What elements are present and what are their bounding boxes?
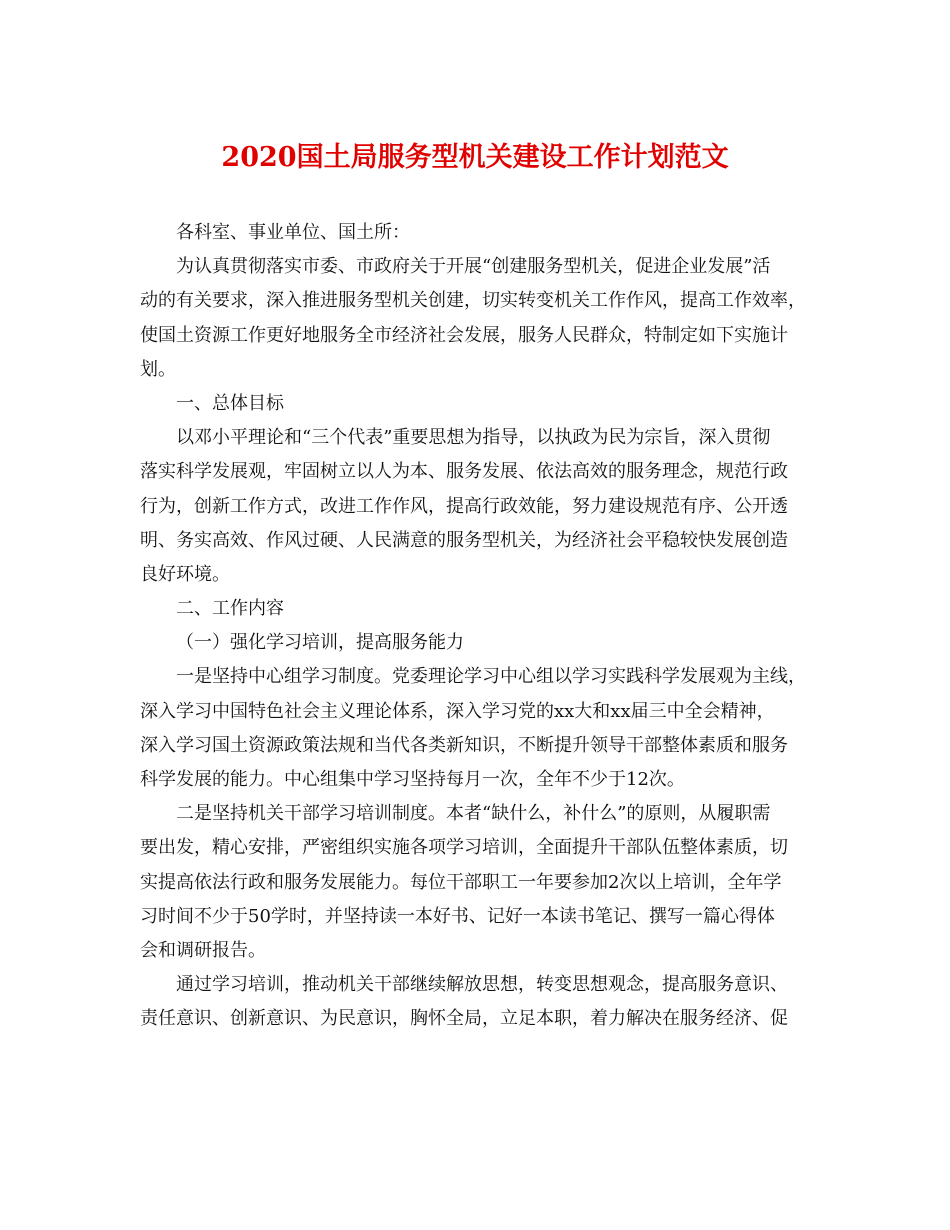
text-line: 划。 [140, 358, 176, 380]
text-line: 一、总体目标 [176, 392, 284, 414]
text-line: 科学发展的能力。中心组集中学习坚持每月一次，全年不少于12次。 [140, 769, 685, 790]
text-line: 实提高依法行政和服务发展能力。每位干部职工一年要参加2次以上培训，全年学 [140, 871, 782, 893]
text-line: 深入学习中国特色社会主义理论体系，深入学习党的xx大和xx届三中全会精神， [140, 700, 775, 722]
text-line: 为认真贯彻落实市委、市政府关于开展“创建服务型机关，促进企业发展”活 [176, 256, 771, 278]
text-line: 动的有关要求，深入推进服务型机关创建，切实转变机关工作作风，提高工作效率， [140, 290, 806, 312]
text-line: 深入学习国土资源政策法规和当代各类新知识，不断提升领导干部整体素质和服务 [140, 734, 788, 756]
text-line: 使国土资源工作更好地服务全市经济社会发展，服务人民群众，特制定如下实施计 [140, 324, 788, 346]
text-line: 责任意识、创新意识、为民意识，胸怀全局，立足本职，着力解决在服务经济、促 [140, 1008, 788, 1030]
text-line: 会和调研报告。 [140, 939, 266, 961]
text-line: 各科室、事业单位、国土所： [176, 222, 410, 243]
text-line: 一是坚持中心组学习制度。党委理论学习中心组以学习实践科学发展观为主线， [176, 666, 806, 688]
text-line: 良好环境。 [140, 563, 230, 585]
text-line: 通过学习培训，推动机关干部继续解放思想，转变思想观念，提高服务意识、 [176, 974, 788, 996]
text-line: 二、工作内容 [176, 598, 284, 620]
document-body [140, 216, 820, 1037]
text-line: 行为，创新工作方式，改进工作作风，提高行政效能，努力建设规范有序、公开透 [140, 495, 788, 517]
text-line: 以邓小平理论和“三个代表”重要思想为指导，以执政为民为宗旨，深入贯彻 [176, 427, 771, 449]
document-title: 2020国土局服务型机关建设工作计划范文 [221, 142, 729, 173]
text-line: 要出发，精心安排，严密组织实施各项学习培训，全面提升干部队伍整体素质，切 [140, 837, 788, 859]
text-line: （一）强化学习培训，提高服务能力 [176, 632, 464, 654]
text-line: 习时间不少于50学时，并坚持读一本好书、记好一本读书笔记、撰写一篇心得体 [140, 905, 775, 927]
text-line: 二是坚持机关干部学习培训制度。本者“缺什么，补什么”的原则，从履职需 [176, 803, 771, 825]
text-line: 明、务实高效、作风过硬、人民满意的服务型机关，为经济社会平稳较快发展创造 [140, 529, 788, 551]
text-line: 落实科学发展观，牢固树立以人为本、服务发展、依法高效的服务理念，规范行政 [140, 461, 788, 483]
